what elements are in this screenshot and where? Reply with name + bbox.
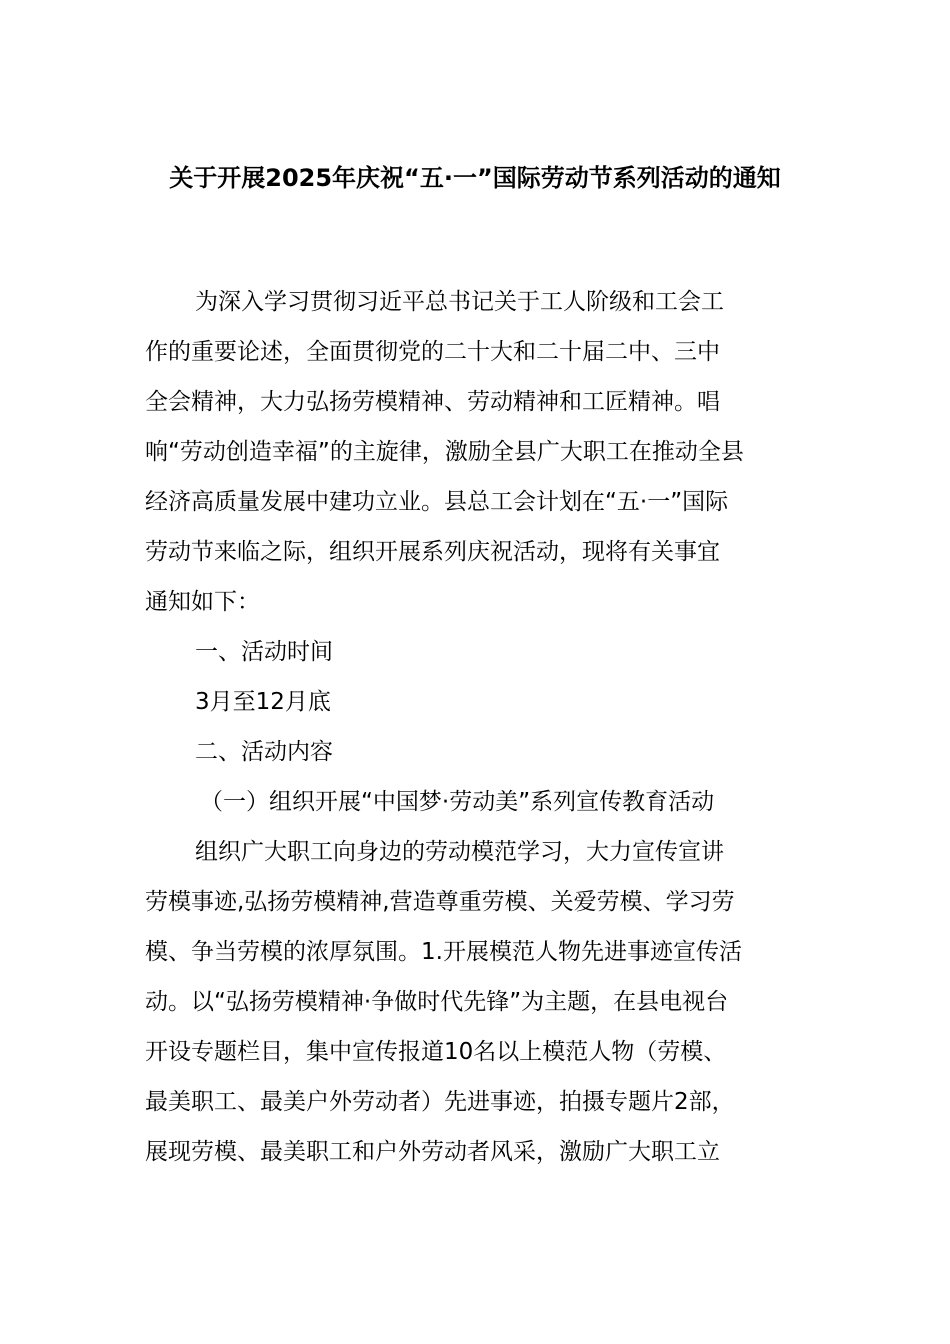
subsection-heading: （一）组织开展“中国梦·劳动美”系列宣传教育活动 [200, 789, 715, 815]
paragraph-line: 响“劳动创造幸福”的主旋律，激励全县广大职工在推动全县 [145, 439, 744, 465]
section-heading-activity-content: 二、活动内容 [195, 739, 333, 765]
paragraph-line: 动。以“弘扬劳模精神·争做时代先锋”为主题，在县电视台 [145, 989, 729, 1015]
section-heading-activity-time: 一、活动时间 [195, 639, 333, 665]
paragraph-line: 开设专题栏目，集中宣传报道10名以上模范人物（劳模、 [145, 1039, 727, 1065]
paragraph-line: 展现劳模、最美职工和户外劳动者风采，激励广大职工立 [145, 1139, 720, 1165]
paragraph-line: 劳模事迹,弘扬劳模精神,营造尊重劳模、关爱劳模、学习劳 [145, 889, 735, 915]
paragraph-line: 经济高质量发展中建功立业。县总工会计划在“五·一”国际 [145, 489, 729, 515]
paragraph-line: 为深入学习贯彻习近平总书记关于工人阶级和工会工 [195, 289, 724, 315]
paragraph-line: 最美职工、最美户外劳动者）先进事迹，拍摄专题片2部， [145, 1089, 735, 1115]
paragraph-line: 模、争当劳模的浓厚氛围。1.开展模范人物先进事迹宣传活 [145, 939, 742, 965]
document-body [145, 277, 835, 1177]
paragraph-line: 全会精神，大力弘扬劳模精神、劳动精神和工匠精神。唱 [145, 389, 720, 415]
paragraph-line: 劳动节来临之际，组织开展系列庆祝活动，现将有关事宜 [145, 539, 720, 565]
paragraph-line: 组织广大职工向身边的劳动模范学习，大力宣传宣讲 [195, 839, 724, 865]
paragraph-line: 作的重要论述，全面贯彻党的二十大和二十届二中、三中 [145, 339, 720, 365]
paragraph-line: 通知如下： [145, 589, 260, 615]
document-title: 关于开展2025年庆祝“五·一”国际劳动节系列活动的通知 [169, 164, 781, 192]
activity-time-value: 3月至12月底 [195, 689, 331, 715]
